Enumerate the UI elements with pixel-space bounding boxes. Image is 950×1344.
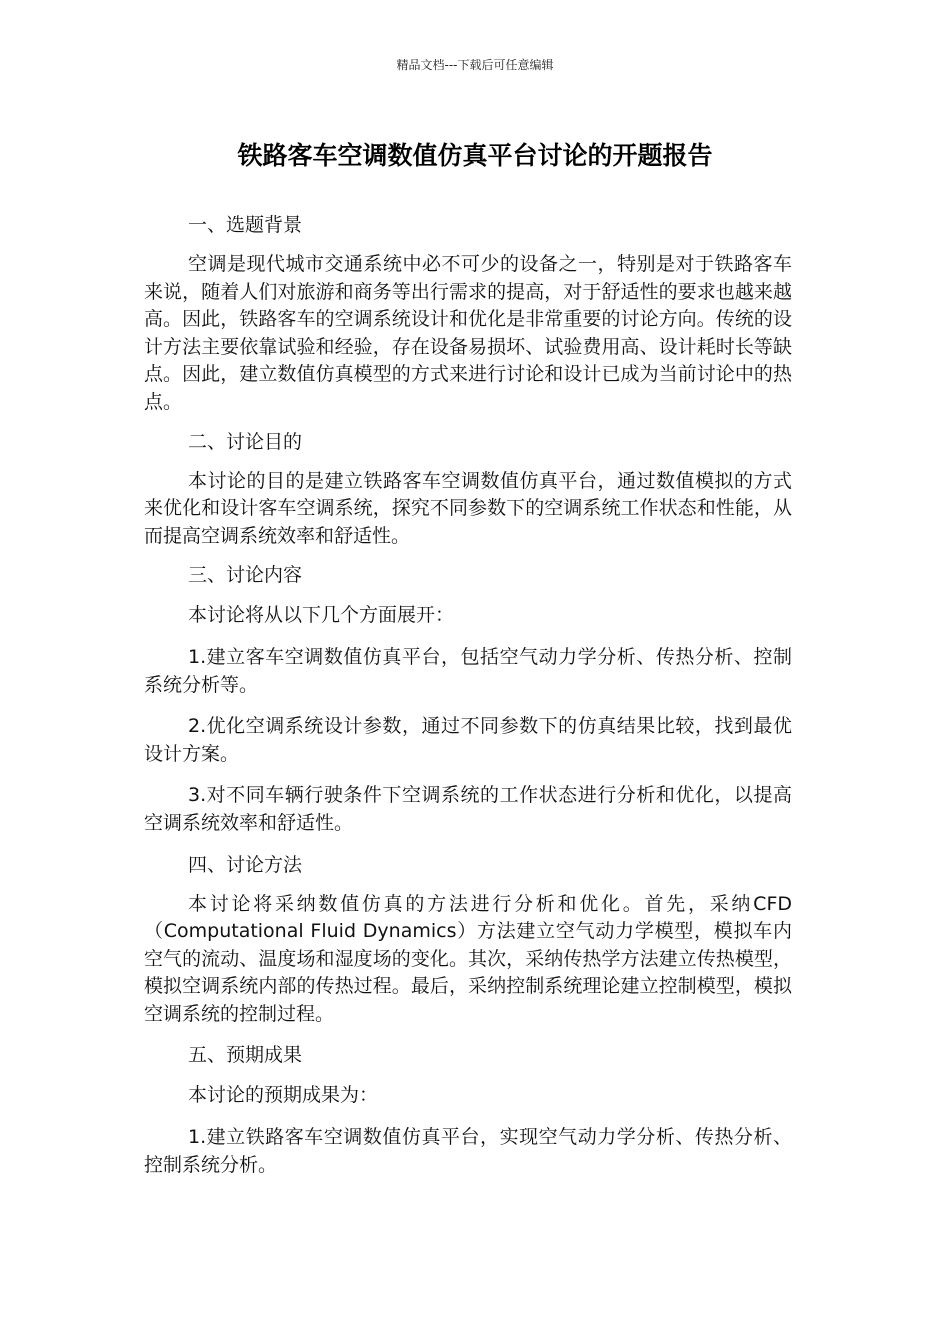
section-heading-content: 三、讨论内容	[188, 564, 303, 587]
purpose-paragraph: 本讨论的目的是建立铁路客车空调数值仿真平台，通过数值模拟的方式来优化和设计客车空调系统，探究不同参数下的空调系统工作状态和性能，从而提高空调系统效率和舒适性。	[144, 469, 792, 547]
section-heading-purpose: 二、讨论目的	[188, 430, 303, 453]
section-heading-results: 五、预期成果	[188, 1044, 303, 1067]
method-paragraph: 本讨论将采纳数值仿真的方法进行分析和优化。首先，采纳CFD（Computational Fluid Dynamics）方法建立空气动力学模型，模拟车内空气的流动、温度场和湿度场的变化。其次，采纳传热学方法建立传热模型，模拟空调系统内部的传热过程。最后，采纳控制系统理论建立控制模型，模拟空调系统的控制过程。	[144, 892, 792, 1025]
content-item-1: 1.建立客车空调数值仿真平台，包括空气动力学分析、传热分析、控制系统分析等。	[144, 645, 792, 696]
section-heading-background: 一、选题背景	[188, 214, 303, 236]
document-title: 铁路客车空调数值仿真平台讨论的开题报告	[237, 141, 713, 170]
page-header-note: 精品文档---下载后可任意编辑	[396, 58, 554, 72]
document-body	[144, 212, 792, 1179]
background-paragraph: 空调是现代城市交通系统中必不可少的设备之一，特别是对于铁路客车来说，随着人们对旅游和商务等出行需求的提高，对于舒适性的要求也越来越高。因此，铁路客车的空调系统设计和优化是非常重要的讨论方向。传统的设计方法主要依靠试验和经验，存在设备易损坏、试验费用高、设计耗时长等缺点。因此，建立数值仿真模型的方式来进行讨论和设计已成为当前讨论中的热点。	[144, 253, 792, 413]
results-item-1: 1.建立铁路客车空调数值仿真平台，实现空气动力学分析、传热分析、控制系统分析。	[144, 1126, 792, 1176]
content-intro: 本讨论将从以下几个方面展开：	[188, 604, 455, 627]
results-intro: 本讨论的预期成果为：	[188, 1084, 379, 1107]
content-item-2: 2.优化空调系统设计参数，通过不同参数下的仿真结果比较，找到最优设计方案。	[144, 715, 792, 765]
content-item-3: 3.对不同车辆行驶条件下空调系统的工作状态进行分析和优化，以提高空调系统效率和舒适性。	[144, 784, 792, 834]
section-heading-method: 四、讨论方法	[188, 853, 303, 876]
